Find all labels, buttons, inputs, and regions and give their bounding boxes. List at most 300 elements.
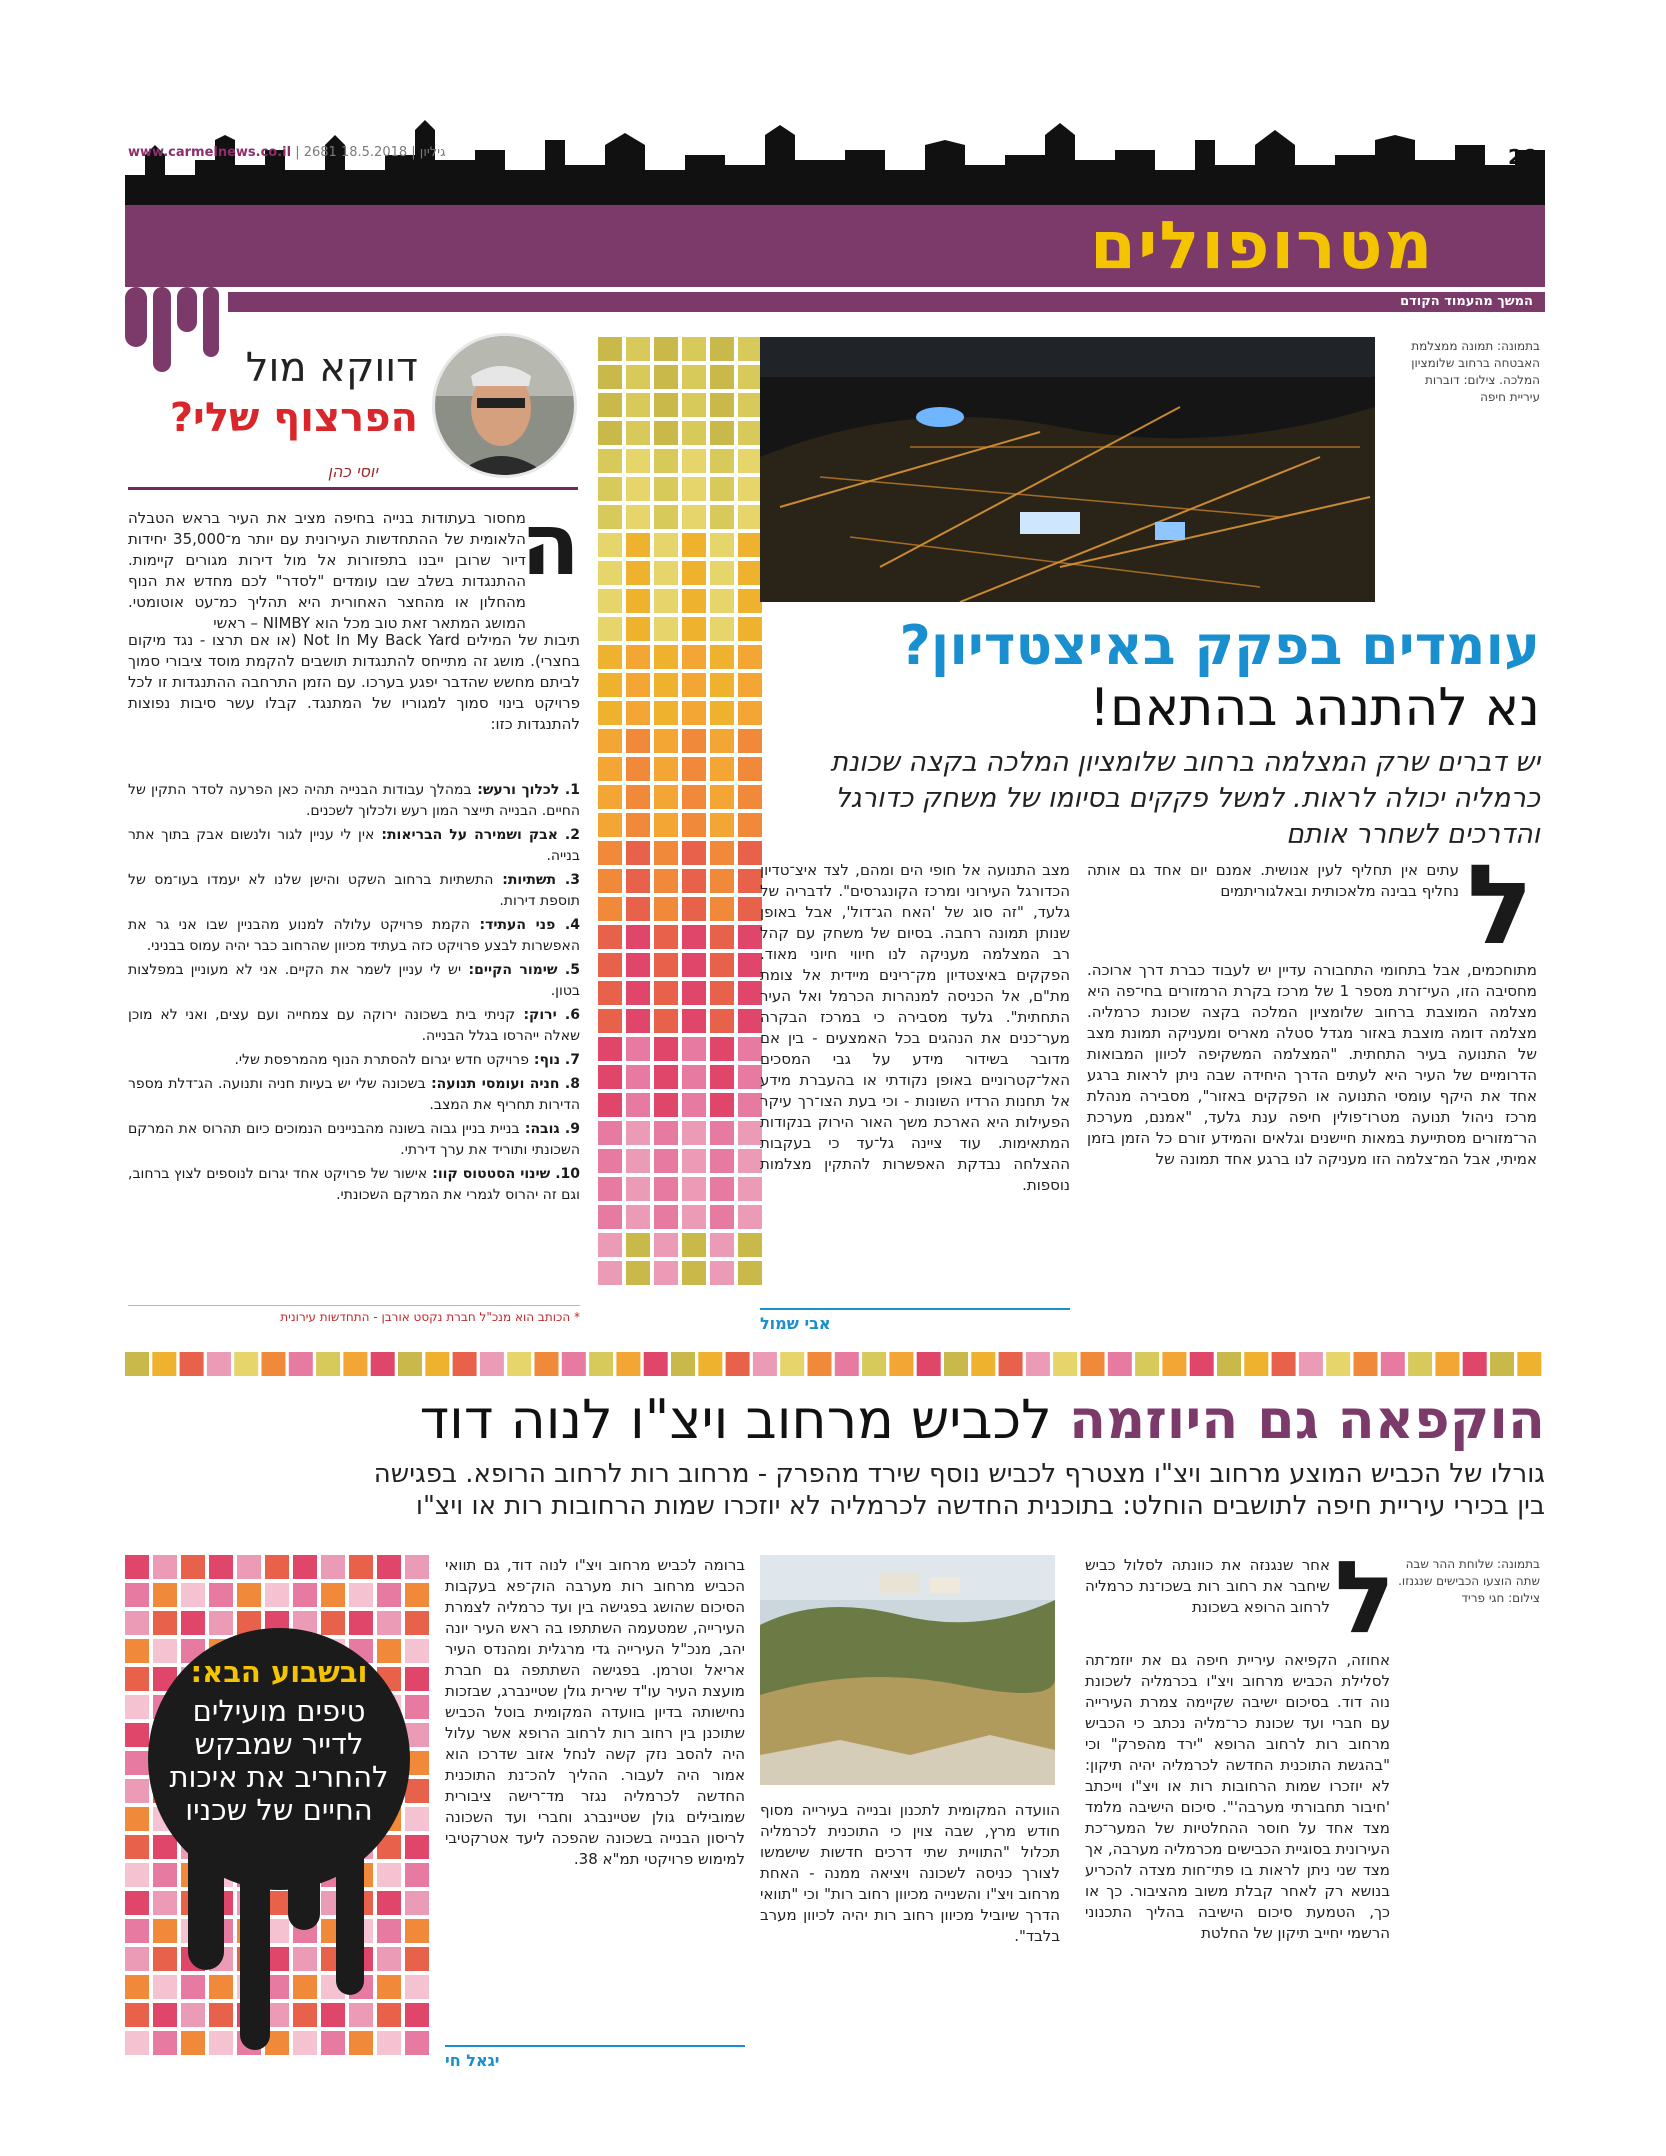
mosaic-tile bbox=[598, 813, 622, 837]
mosaic-tile bbox=[626, 561, 650, 585]
reason-title: חניה ועומסי תנועה: bbox=[425, 1076, 560, 1092]
mosaic-tile bbox=[738, 505, 762, 529]
reason-text: הקמת פרויקט עלולה למנוע מהבניין שבו אני גר את האפשרות לבצע פרויקט כזה בעתיד מכיוון שהרחוב כבר יהיה עמוס בבניני. bbox=[128, 917, 580, 954]
stadium-subhead: יש דברים שרק המצלמה ברחוב שלומציון המלכה בקצה שכונת כרמליה יכולה לראות. למשל פקקים בסיומו של משחק כדורגל והדרכים לשחרר אותם bbox=[830, 747, 1540, 850]
mosaic-tile bbox=[682, 701, 706, 725]
mosaic-tile bbox=[598, 561, 622, 585]
reason-number: 8. bbox=[559, 1076, 580, 1092]
reason-title: לכלוך ורעש: bbox=[471, 782, 560, 798]
mosaic-tile bbox=[598, 365, 622, 389]
reason-title: ירוק: bbox=[515, 1007, 557, 1023]
mosaic-tile bbox=[377, 1583, 401, 1607]
mosaic-tile bbox=[626, 589, 650, 613]
mosaic-tile bbox=[598, 1037, 622, 1061]
mosaic-tile bbox=[710, 1233, 734, 1257]
reason-title: גובה: bbox=[519, 1121, 560, 1137]
mosaic-tile bbox=[710, 897, 734, 921]
mosaic-tile bbox=[480, 1352, 504, 1376]
mosaic-tile bbox=[654, 673, 678, 697]
mosaic-tile bbox=[626, 1177, 650, 1201]
masthead-info bbox=[128, 145, 508, 160]
mosaic-tile bbox=[654, 897, 678, 921]
tile-mosaic-column bbox=[598, 337, 768, 1287]
mosaic-tile bbox=[1244, 1352, 1268, 1376]
reason-item bbox=[128, 1050, 580, 1071]
mosaic-tile bbox=[626, 785, 650, 809]
mosaic-tile bbox=[738, 1233, 762, 1257]
road-text-left: ברומה לכביש מרחוב ויצ"ו לנוה דוד, גם תוואי הכביש מרחוב רות מערבה הוק־פא בעקבות הסיכום שהושג בפגישה בין ועד כרמליה לצמרת העירייה, שמטעמה השתתפו בה ראש העיר יונה יהב, מנכ"ל העירייה גדי מרגלית ומהנדס העיר אריאל וטרמן. בפגישה השתתפה גם חברת מועצת העיר עו"ד שירית גולן שטיינברג, שבזכות נחישותה בדיון בוועדה המקומית בוטל הכביש שתוכנן בין רחוב רות לרחוב הרופא אשר עלול היה להסב נזק קשה לנחל אזוב שדרכו הוא אמור היה לעבור. ההליך להכ־נת התוכנית החדשה לכרמליה נגזר מד־רישה ציבורית שמובילים גולן שטיינברג וחברי ועד השכונה לריסון הבנייה בשכונה שהפכה ליעד אטרקטיבי למימוש פרויקטי תמ"א 38. bbox=[445, 1556, 745, 1868]
mosaic-tile bbox=[682, 589, 706, 613]
mosaic-tile bbox=[710, 1121, 734, 1145]
reason-item bbox=[128, 1119, 580, 1161]
mosaic-tile bbox=[654, 785, 678, 809]
mosaic-tile bbox=[654, 1261, 678, 1285]
mosaic-tile bbox=[654, 841, 678, 865]
mosaic-tile bbox=[626, 1009, 650, 1033]
reason-item bbox=[128, 915, 580, 957]
mosaic-tile bbox=[738, 1149, 762, 1173]
reason-item bbox=[128, 960, 580, 1002]
mosaic-tile bbox=[125, 1863, 149, 1887]
road-text-middle: הוועדה המקומית לתכנון ובנייה בעירייה מסוף חודש מרץ, שבה צוין כי התוכנית לכרמליה תכלול "התוויית שתי דרכים חדשות שישמשו לצורך כניסה לשכונה ויציאה ממנה - האחת מרחוב ויצ"ו והשנייה מכיוון רחוב רות" וכי "תוואי הדרך שיוביל מכיוון רחוב רות יהיה לכיוון מערב בלבד". bbox=[760, 1801, 1060, 1945]
mosaic-tile bbox=[738, 1037, 762, 1061]
mosaic-tile bbox=[738, 757, 762, 781]
reason-text: קניתי בית בשכונה ירוקה עם צמחייה ועם עצים, ואני לא מוכן שאלה ייהרסו בגלל הבנייה. bbox=[128, 1007, 580, 1044]
mosaic-tile bbox=[321, 1611, 345, 1635]
mosaic-tile bbox=[598, 897, 622, 921]
mosaic-tile bbox=[1108, 1352, 1132, 1376]
mosaic-tile bbox=[654, 925, 678, 949]
mosaic-tile bbox=[1190, 1352, 1214, 1376]
mosaic-tile bbox=[598, 477, 622, 501]
mosaic-tile bbox=[682, 477, 706, 501]
mosaic-tile bbox=[738, 925, 762, 949]
mosaic-tile bbox=[626, 925, 650, 949]
mosaic-tile bbox=[626, 813, 650, 837]
mosaic-tile bbox=[125, 1947, 149, 1971]
mosaic-tile bbox=[125, 2031, 149, 2055]
mosaic-tile bbox=[1081, 1352, 1105, 1376]
mosaic-tile bbox=[682, 645, 706, 669]
mosaic-tile bbox=[654, 421, 678, 445]
reason-title: נוף: bbox=[528, 1052, 561, 1068]
mosaic-tile bbox=[153, 1555, 177, 1579]
mosaic-tile bbox=[507, 1352, 531, 1376]
mosaic-tile bbox=[682, 841, 706, 865]
mosaic-tile bbox=[1463, 1352, 1487, 1376]
color-tile-strip bbox=[125, 1352, 1545, 1378]
mosaic-tile bbox=[738, 561, 762, 585]
reason-item bbox=[128, 1074, 580, 1116]
city-photo-caption: בתמונה: תמונה ממצלמת האבטחה ברחוב שלומציון המלכה. צילום: דוברות עיריית חיפה bbox=[1411, 339, 1540, 404]
mosaic-tile bbox=[682, 365, 706, 389]
section-title: מטרופולים bbox=[1090, 207, 1435, 284]
mosaic-tile bbox=[1326, 1352, 1350, 1376]
mosaic-tile bbox=[209, 1611, 233, 1635]
mosaic-tile bbox=[1354, 1352, 1378, 1376]
mosaic-tile bbox=[710, 981, 734, 1005]
mosaic-tile bbox=[125, 1919, 149, 1943]
mosaic-tile bbox=[710, 1093, 734, 1117]
mosaic-tile bbox=[626, 533, 650, 557]
stadium-text-right-2: מתוחכמים, אבל בתחומי התחבורה עדיין יש לעבוד כברת דרך ארוכה. מחסיבה הזו, העי־זרת מספר 1 של מרכז בקרת הרמזורים בחי־פה היא מצלמה המוצבת ברחוב שלומציון המלכה בקצה שכונת כרמליה. מצלמה דומה מוצבת באזור מגדל סטלה מאריס ומעניקה תמונת מצב של התנועה בעיר התחתית. "המצלמה המשקיפה לכיוון המבואות הדרומיים של העיר היא לעתים הדרך היחידה שבה ניתן לראות ברגע אחד את היקף עומסי התנועה או הפקקים באזור", מסבירה מנהלת מרכז ניהול תנועה מטרו־פולין חיפה ענת גלעד, "אמנם, מערכת הר־מזורים מסתייעת במאות חיישנים וגלאים והמידע זורם כל הזמן בזמן אמיתי, אבל המ־צלמה הזו מעניקה לנו ברגע אחד תמונה של bbox=[1087, 961, 1537, 1168]
mosaic-tile bbox=[626, 1149, 650, 1173]
mosaic-tile bbox=[738, 589, 762, 613]
column-title-line2: הפרצוף שלי? bbox=[169, 395, 418, 441]
stadium-headline-2: נא להתנהג בהתאם! bbox=[1089, 678, 1540, 738]
mosaic-tile bbox=[398, 1352, 422, 1376]
mosaic-tile bbox=[738, 645, 762, 669]
column-divider bbox=[128, 487, 578, 490]
reason-title: שינוי הסטטוס קוו: bbox=[427, 1166, 551, 1182]
continued-note: המשך מהעמוד הקודם bbox=[1400, 294, 1533, 309]
mosaic-tile bbox=[710, 1149, 734, 1173]
mosaic-tile bbox=[738, 1121, 762, 1145]
mosaic-tile bbox=[377, 1555, 401, 1579]
reason-text: התשתיות ברחוב השקט והישן שלנו לא יעמדו בעו־מס של תוספת דירות. bbox=[128, 872, 580, 909]
mosaic-tile bbox=[598, 505, 622, 529]
reason-title: פני העתיד: bbox=[469, 917, 556, 933]
mosaic-tile bbox=[181, 1555, 205, 1579]
mosaic-tile bbox=[654, 701, 678, 725]
mosaic-tile bbox=[1517, 1352, 1541, 1376]
mosaic-tile bbox=[738, 1065, 762, 1089]
road-subhead bbox=[125, 1458, 1545, 1522]
mosaic-tile bbox=[626, 1065, 650, 1089]
mosaic-tile bbox=[125, 1751, 149, 1775]
mosaic-tile bbox=[237, 1583, 261, 1607]
mosaic-tile bbox=[682, 561, 706, 585]
mosaic-tile bbox=[598, 981, 622, 1005]
mosaic-tile bbox=[626, 505, 650, 529]
mosaic-tile bbox=[349, 1583, 373, 1607]
mosaic-tile bbox=[710, 393, 734, 417]
road-headline-highlight: הוקפאה גם היוזמה bbox=[1069, 1388, 1545, 1451]
mosaic-tile bbox=[710, 561, 734, 585]
valley-photo bbox=[760, 1555, 1055, 1785]
mosaic-tile bbox=[710, 617, 734, 641]
mosaic-tile bbox=[598, 953, 622, 977]
mosaic-tile bbox=[698, 1352, 722, 1376]
mosaic-tile bbox=[654, 813, 678, 837]
mosaic-tile bbox=[682, 393, 706, 417]
mosaic-tile bbox=[738, 393, 762, 417]
mosaic-tile bbox=[125, 1555, 149, 1579]
mosaic-tile bbox=[682, 1205, 706, 1229]
mosaic-tile bbox=[710, 673, 734, 697]
mosaic-tile bbox=[598, 869, 622, 893]
reason-item bbox=[128, 825, 580, 867]
mosaic-tile bbox=[710, 337, 734, 361]
mosaic-tile bbox=[710, 449, 734, 473]
mosaic-tile bbox=[125, 1583, 149, 1607]
mosaic-tile bbox=[710, 953, 734, 977]
mosaic-tile bbox=[738, 477, 762, 501]
mosaic-tile bbox=[917, 1352, 941, 1376]
mosaic-tile bbox=[710, 1037, 734, 1061]
mosaic-tile bbox=[738, 337, 762, 361]
mosaic-tile bbox=[626, 897, 650, 921]
mosaic-tile bbox=[598, 729, 622, 753]
mosaic-tile bbox=[598, 1261, 622, 1285]
mosaic-tile bbox=[626, 1205, 650, 1229]
mosaic-tile bbox=[626, 365, 650, 389]
mosaic-tile bbox=[616, 1352, 640, 1376]
mosaic-tile bbox=[644, 1352, 668, 1376]
mosaic-tile bbox=[738, 869, 762, 893]
reason-text: אין לי עניין לגור ולנשום אבק בתוך אתר בנייה. bbox=[128, 827, 580, 864]
mosaic-tile bbox=[682, 449, 706, 473]
reason-number: 10. bbox=[550, 1166, 580, 1182]
mosaic-tile bbox=[598, 785, 622, 809]
reason-text: בשכונה שלי יש בעיות חניה ותנועה. הג־דלת מספר הדירות תחריף את המצב. bbox=[128, 1076, 580, 1113]
mosaic-tile bbox=[405, 1583, 429, 1607]
stadium-text-left: מצב התנועה אל חופי הים ומהם, לצד איצ־טדיון הכדורגל העירוני ומרכז הקונגרסים". לדבריה של גלעד, "זה סוג של 'האח הג־דול', אבל באופן שנותן תמונה רחבה. בסיום של משחק עם קהל רב המצלמה מעניקה לנו חיווי חיוני מאוד. הפקקים באיצטדיון מק־רינים מיידית אל צומת מת"ם, אל הכניסה למנהרות הכרמל ואל העיר התחתית". גלעד מסבירה כי במרכז הבקרה מער־כנים את הנהגים בכל האמצעים - בין אם מדובר בשידור מידע על גבי המסכים האל־קטרוניים באופן נקודתי או בהעברת מידע אל תחנות הרדיו השונות - וכי בעת הצו־רך עיקר הפעילות היא הארכת משך האור הירוק בנקודות המתאימות. עוד ציינה גל־עד כי בעקבות ההצלחה נבדקת האפשרות להתקין מצלמות נוספות. bbox=[760, 861, 1070, 1194]
mosaic-tile bbox=[349, 1555, 373, 1579]
mosaic-tile bbox=[293, 1555, 317, 1579]
stadium-text-right-1: עתים אין תחליף לעין אנושית. אמנם יום אחד גם אותה נחליף בבינה מלאכותית ובאלגוריתמים bbox=[1087, 861, 1459, 900]
mosaic-tile bbox=[654, 1037, 678, 1061]
mosaic-tile bbox=[682, 729, 706, 753]
mosaic-tile bbox=[152, 1352, 176, 1376]
mosaic-tile bbox=[944, 1352, 968, 1376]
mosaic-tile bbox=[262, 1352, 286, 1376]
mosaic-tile bbox=[293, 1583, 317, 1607]
road-dropcap: ל bbox=[1334, 1539, 1395, 1656]
mosaic-tile bbox=[738, 785, 762, 809]
mosaic-tile bbox=[349, 1611, 373, 1635]
mosaic-tile bbox=[654, 533, 678, 557]
mosaic-tile bbox=[125, 1639, 149, 1663]
mosaic-tile bbox=[654, 1121, 678, 1145]
mosaic-tile bbox=[371, 1352, 395, 1376]
reason-number: 5. bbox=[557, 962, 580, 978]
mosaic-tile bbox=[682, 1093, 706, 1117]
mosaic-tile bbox=[682, 925, 706, 949]
mosaic-tile bbox=[1490, 1352, 1514, 1376]
mosaic-tile bbox=[671, 1352, 695, 1376]
mosaic-tile bbox=[654, 505, 678, 529]
mosaic-tile bbox=[738, 533, 762, 557]
mosaic-tile bbox=[562, 1352, 586, 1376]
mosaic-tile bbox=[626, 1121, 650, 1145]
city-night-photo bbox=[760, 337, 1375, 602]
mosaic-tile bbox=[626, 645, 650, 669]
mosaic-tile bbox=[209, 1583, 233, 1607]
mosaic-tile bbox=[598, 701, 622, 725]
mosaic-tile bbox=[738, 813, 762, 837]
mosaic-tile bbox=[738, 701, 762, 725]
mosaic-tile bbox=[682, 813, 706, 837]
mosaic-tile bbox=[654, 1093, 678, 1117]
mosaic-tile bbox=[682, 617, 706, 641]
mosaic-tile bbox=[710, 841, 734, 865]
mosaic-tile bbox=[626, 449, 650, 473]
mosaic-tile bbox=[598, 841, 622, 865]
mosaic-tile bbox=[654, 365, 678, 389]
mosaic-tile bbox=[125, 1779, 149, 1803]
mosaic-tile bbox=[589, 1352, 613, 1376]
mosaic-tile bbox=[626, 393, 650, 417]
stadium-author: אבי שמול bbox=[760, 1308, 1070, 1333]
mosaic-tile bbox=[125, 1807, 149, 1831]
mosaic-tile bbox=[654, 589, 678, 613]
mosaic-tile bbox=[265, 1583, 289, 1607]
mosaic-tile bbox=[626, 477, 650, 501]
reason-item bbox=[128, 780, 580, 822]
mosaic-tile bbox=[598, 1233, 622, 1257]
mosaic-tile bbox=[626, 841, 650, 865]
road-headline-rest: לכביש מרחוב ויצ"ו לנוה דוד bbox=[419, 1388, 1052, 1451]
mosaic-tile bbox=[125, 1891, 149, 1915]
mosaic-tile bbox=[180, 1352, 204, 1376]
mosaic-tile bbox=[626, 729, 650, 753]
mosaic-tile bbox=[682, 1149, 706, 1173]
mosaic-tile bbox=[626, 673, 650, 697]
mosaic-tile bbox=[598, 589, 622, 613]
mosaic-tile bbox=[738, 981, 762, 1005]
reason-text: יש לי עניין לשמר את הקיים. אני לא מעוניין במפלצות בטון. bbox=[128, 962, 580, 999]
road-subhead-line1: גורלו של הכביש המוצע מרחוב ויצ"ו מצטרף לכביש נוסף שירד מהפרק - מרחוב רות לרחוב הרופא. בפגישה bbox=[373, 1459, 1545, 1489]
mosaic-tile bbox=[710, 1261, 734, 1285]
mosaic-tile bbox=[598, 673, 622, 697]
mosaic-tile bbox=[598, 393, 622, 417]
reason-title: אבק ושמירה על הבריאות: bbox=[374, 827, 558, 843]
mosaic-tile bbox=[598, 337, 622, 361]
mosaic-tile bbox=[626, 617, 650, 641]
mosaic-tile bbox=[321, 1583, 345, 1607]
edition-info: | 2681 גיליון | 18.5.2018 bbox=[295, 145, 446, 160]
mosaic-tile bbox=[682, 533, 706, 557]
mosaic-tile bbox=[862, 1352, 886, 1376]
mosaic-tile bbox=[710, 757, 734, 781]
mosaic-tile bbox=[710, 365, 734, 389]
mosaic-tile bbox=[682, 953, 706, 977]
mosaic-tile bbox=[710, 869, 734, 893]
mosaic-tile bbox=[682, 1037, 706, 1061]
mosaic-tile bbox=[316, 1352, 340, 1376]
mosaic-tile bbox=[1135, 1352, 1159, 1376]
promo-label: ובשבוע הבא: bbox=[190, 1655, 368, 1689]
mosaic-tile bbox=[682, 421, 706, 445]
mosaic-tile bbox=[153, 1583, 177, 1607]
mosaic-tile bbox=[405, 1779, 429, 1803]
mosaic-tile bbox=[237, 1555, 261, 1579]
mosaic-tile bbox=[125, 2003, 149, 2027]
stadium-headline-1: עומדים בפקק באיצטדיון? bbox=[899, 614, 1540, 677]
mosaic-tile bbox=[710, 813, 734, 837]
mosaic-tile bbox=[598, 1121, 622, 1145]
promo-text: טיפים מועילים לדייר שמבקש להחריב את איכות החיים של שכניו bbox=[169, 1694, 389, 1827]
mosaic-tile bbox=[654, 1065, 678, 1089]
mosaic-tile bbox=[1026, 1352, 1050, 1376]
mosaic-tile bbox=[682, 869, 706, 893]
road-headline bbox=[125, 1385, 1545, 1455]
mosaic-tile bbox=[377, 1611, 401, 1635]
mosaic-tile bbox=[682, 1177, 706, 1201]
mosaic-tile bbox=[598, 757, 622, 781]
mosaic-tile bbox=[738, 1093, 762, 1117]
continued-bar bbox=[228, 292, 1545, 312]
valley-photo-caption: בתמונה: שלוחת ההר שבה שתה הוצעו הכבישים שנגנזו. צילום: חגי פריד bbox=[1398, 1557, 1540, 1605]
mosaic-tile bbox=[626, 869, 650, 893]
mosaic-tile bbox=[999, 1352, 1023, 1376]
mosaic-tile bbox=[125, 1695, 149, 1719]
mosaic-tile bbox=[598, 645, 622, 669]
mosaic-tile bbox=[535, 1352, 559, 1376]
mosaic-tile bbox=[181, 1583, 205, 1607]
mosaic-tile bbox=[710, 925, 734, 949]
mosaic-tile bbox=[710, 533, 734, 557]
mosaic-tile bbox=[738, 1177, 762, 1201]
mosaic-tile bbox=[738, 673, 762, 697]
reason-text: בניית בניין גבוה בשונה מהבניינים הנמוכים כיום תהרוס את המרקם השכונתי ותוריד את ערך דירתי. bbox=[128, 1121, 580, 1158]
reason-item bbox=[128, 870, 580, 912]
mosaic-tile bbox=[125, 1723, 149, 1747]
mosaic-tile bbox=[598, 1009, 622, 1033]
mosaic-tile bbox=[289, 1352, 313, 1376]
mosaic-tile bbox=[654, 1205, 678, 1229]
author-photo bbox=[432, 333, 577, 478]
reason-number: 4. bbox=[555, 917, 580, 933]
mosaic-tile bbox=[125, 1611, 149, 1635]
page-number: 26 bbox=[1508, 145, 1536, 169]
mosaic-tile bbox=[971, 1352, 995, 1376]
reason-item bbox=[128, 1164, 580, 1206]
mosaic-tile bbox=[181, 1611, 205, 1635]
road-author: יגאל חי bbox=[445, 2045, 745, 2070]
mosaic-tile bbox=[343, 1352, 367, 1376]
mosaic-tile bbox=[738, 841, 762, 865]
column-intro-continued: תיבות של המילים Not In My Back Yard (או אם תרצו - נגד מיקום בחצרי). מושג זה מתייחס להתנגדות תושבים להקמת מוסד ציבורי סמוך לביתם מחשש שהדבר יפגע בערכו. עם הזמן התרחבה ההתנגדות זו לכל פרויקט בינוי סמוך למגוריו של המתנגד. קבלו עשר סיבות נפוצות להתנגדות כזו: bbox=[128, 631, 581, 733]
mosaic-tile bbox=[265, 1555, 289, 1579]
mosaic-tile bbox=[654, 1009, 678, 1033]
stadium-dropcap: ל bbox=[1466, 841, 1534, 969]
reason-text: במהלך עבודות הבנייה תהיה כאן הפרעה לסדר התקין של החיים. הבנייה תייצר המון רעש ולכלוך לשכנים. bbox=[128, 782, 580, 819]
mosaic-tile bbox=[710, 589, 734, 613]
reason-number: 2. bbox=[557, 827, 580, 843]
road-subhead-line2: בין בכירי עיריית חיפה לתושבים הוחלט: בתוכנית החדשה לכרמליה לא יוזכרו שמות הרחובות רות או ויצ"ו bbox=[415, 1491, 1545, 1521]
mosaic-tile bbox=[710, 1177, 734, 1201]
mosaic-tile bbox=[682, 1233, 706, 1257]
mosaic-tile bbox=[726, 1352, 750, 1376]
mosaic-tile bbox=[626, 337, 650, 361]
mosaic-tile bbox=[405, 1555, 429, 1579]
mosaic-tile bbox=[626, 1093, 650, 1117]
mosaic-tile bbox=[654, 645, 678, 669]
mosaic-tile bbox=[710, 421, 734, 445]
mosaic-tile bbox=[626, 1233, 650, 1257]
mosaic-tile bbox=[682, 673, 706, 697]
mosaic-tile bbox=[710, 1205, 734, 1229]
mosaic-tile bbox=[626, 1261, 650, 1285]
mosaic-tile bbox=[598, 533, 622, 557]
mosaic-tile bbox=[738, 729, 762, 753]
mosaic-tile bbox=[598, 1149, 622, 1173]
reason-number: 7. bbox=[560, 1052, 580, 1068]
mosaic-tile bbox=[710, 701, 734, 725]
reason-text: פרויקט חדש יגרום להסתרת הנוף מהמרפסת שלי. bbox=[234, 1052, 529, 1068]
mosaic-tile bbox=[405, 1695, 429, 1719]
mosaic-tile bbox=[626, 701, 650, 725]
site-url[interactable]: www.carmelnews.co.il bbox=[128, 145, 292, 160]
mosaic-tile bbox=[654, 561, 678, 585]
mosaic-tile bbox=[738, 1009, 762, 1033]
reason-number: 6. bbox=[556, 1007, 580, 1023]
mosaic-tile bbox=[654, 617, 678, 641]
mosaic-tile bbox=[1272, 1352, 1296, 1376]
mosaic-tile bbox=[682, 785, 706, 809]
